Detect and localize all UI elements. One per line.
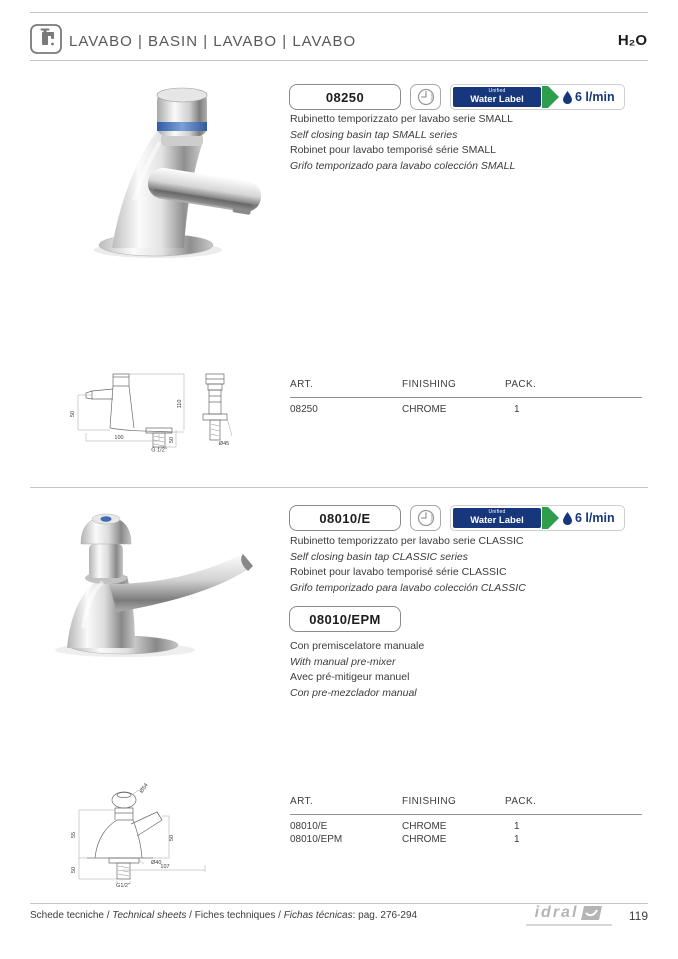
product-code-row (289, 505, 625, 531)
green-arrow-icon (542, 507, 559, 529)
dim-thread: G 1/2" (151, 447, 167, 452)
product-descriptions (290, 112, 515, 174)
technical-drawing-small (56, 352, 241, 457)
description-es: Con pre-mezclador manual (290, 686, 417, 699)
dim-depth: 107 (160, 864, 170, 870)
cell-pack: 1 (514, 834, 520, 845)
cell-art: 08250 (290, 404, 318, 415)
basin-tap-icon (30, 24, 62, 59)
water-label-badge (450, 505, 625, 531)
water-label-badge (450, 84, 625, 110)
green-arrow-icon (542, 86, 559, 108)
description-en: Self closing basin tap SMALL series (290, 128, 458, 141)
section-divider (30, 487, 648, 488)
unified-water-label: Unified Water Label (453, 508, 541, 528)
dim-depth: 100 (114, 435, 124, 441)
cell-art: 08010/E (290, 821, 328, 832)
table-row (290, 398, 642, 415)
timer-icon (410, 505, 441, 531)
unified-water-label: Unified Water Label (453, 87, 541, 107)
cell-finishing: CHROME (402, 834, 447, 845)
description-fr: Avec pré-mitigeur manuel (290, 671, 410, 684)
spec-table-classic (290, 796, 642, 845)
product-photo-small (52, 80, 270, 267)
product-code-row (289, 84, 625, 110)
cell-art: 08010/EPM (290, 834, 343, 845)
page-title: LAVABO | BASIN | LAVABO | LAVABO (69, 33, 357, 50)
cell-finishing: CHROME (402, 821, 447, 832)
col-finishing: FINISHING (402, 796, 457, 807)
dim-diameter: Ø45 (218, 441, 230, 447)
page-number: 119 (628, 909, 648, 923)
product-descriptions (290, 534, 526, 596)
table-header (290, 796, 642, 815)
description-en: Self closing basin tap CLASSIC series (290, 550, 469, 563)
h2o-label: H₂O (617, 32, 647, 49)
dim-top-diameter: Ø54 (138, 782, 150, 795)
cell-pack: 1 (514, 821, 520, 832)
water-drop-icon (563, 91, 572, 104)
footer-part: : pag. 276-294 (352, 910, 418, 921)
dim-shank: 50 (71, 866, 77, 874)
idral-logo (526, 905, 612, 926)
description-it: Rubinetto temporizzato per lavabo serie CLASSIC (290, 535, 524, 547)
footer-part: / Fiches techniques / (186, 910, 284, 921)
variant-descriptions (290, 639, 424, 701)
description-es: Grifo temporizado para lavabo colección CLASSIC (290, 581, 526, 594)
col-pack: PACK. (505, 379, 537, 390)
idral-wordmark: idral (534, 904, 579, 921)
dim-height: 55 (71, 831, 77, 839)
idral-tagline (526, 924, 612, 926)
table-row (290, 815, 642, 832)
variant-code-row (289, 606, 401, 632)
spec-table-small (290, 379, 642, 415)
flow-rate: 6 l/min (575, 90, 615, 104)
idral-emblem-icon (581, 905, 603, 921)
dim-shank: 50 (169, 436, 175, 444)
water-drop-icon (563, 512, 572, 525)
product-code-badge: 08010/E (289, 505, 401, 531)
footer-note (30, 910, 417, 921)
col-art: ART. (290, 379, 314, 390)
description-it: Con premiscelatore manuale (290, 640, 425, 652)
description-fr: Robinet pour lavabo temporisé série CLASSIC (290, 566, 507, 579)
variant-code-badge: 08010/EPM (289, 606, 401, 632)
dim-spout-height: 50 (70, 410, 76, 418)
table-header (290, 379, 642, 398)
col-finishing: FINISHING (402, 379, 457, 390)
cell-pack: 1 (514, 404, 520, 415)
product-photo-classic (25, 498, 275, 663)
description-it: Rubinetto temporizzato per lavabo serie SMALL (290, 113, 513, 125)
footer-part: Fichas técnicas (283, 910, 353, 921)
flow-rate: 6 l/min (575, 511, 615, 525)
table-row (290, 832, 642, 845)
description-en: With manual pre-mixer (290, 655, 396, 668)
footer-part: Technical sheets (112, 910, 187, 921)
timer-icon (410, 84, 441, 110)
footer-part: Schede tecniche / (30, 910, 113, 921)
product-code-badge: 08250 (289, 84, 401, 110)
dim-spout-height: 50 (169, 834, 175, 842)
dim-flange: Ø40 (151, 860, 162, 866)
dim-thread: G1/2" (116, 883, 130, 888)
cell-finishing: CHROME (402, 404, 447, 415)
dim-height: 110 (177, 399, 183, 409)
header-rule (30, 60, 648, 61)
top-rule (30, 12, 648, 13)
col-pack: PACK. (505, 796, 537, 807)
technical-drawing-classic (65, 780, 220, 893)
description-es: Grifo temporizado para lavabo colección SMALL (290, 159, 516, 172)
col-art: ART. (290, 796, 314, 807)
description-fr: Robinet pour lavabo temporisé série SMALL (290, 144, 497, 157)
